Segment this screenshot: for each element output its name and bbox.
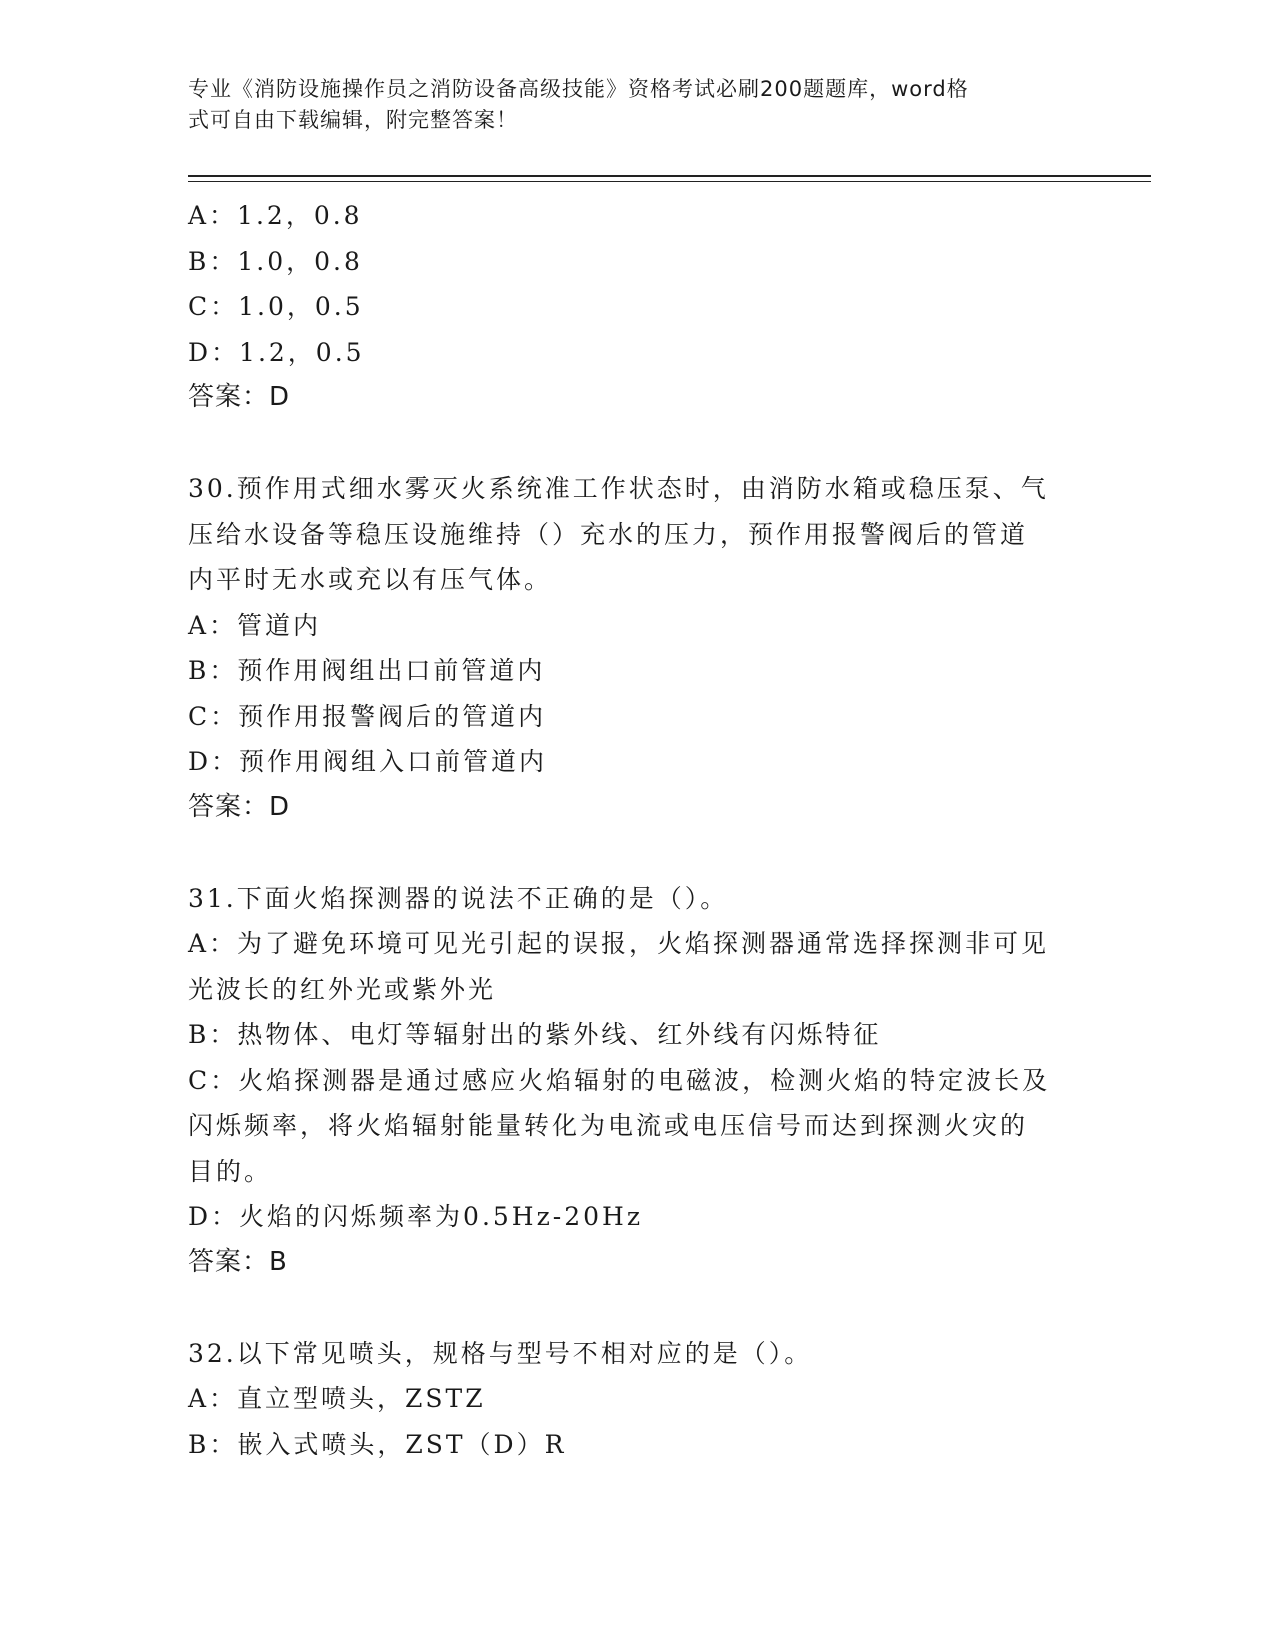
- question-list: [188, 193, 1088, 1467]
- option-d: D：火焰的闪烁频率为0.5Hz-20Hz: [188, 1202, 644, 1231]
- header-line-1: 专业《消防设施操作员之消防设备高级技能》资格考试必刷200题题库，word格: [188, 77, 969, 101]
- option-c: C：1.0，0.5: [188, 292, 364, 321]
- option-a: A：直立型喷头，ZSTZ: [188, 1384, 486, 1413]
- question-stem-line: 压给水设备等稳压设施维持（）充水的压力，预作用报警阀后的管道: [188, 519, 1029, 549]
- option-a: A：管道内: [188, 610, 322, 640]
- header-divider-thin: [188, 181, 1151, 182]
- option-c-line: 目的。: [188, 1156, 273, 1186]
- option-d: D：预作用阀组入口前管道内: [188, 747, 548, 776]
- question-stem-line: 内平时无水或充以有压气体。: [188, 565, 553, 594]
- header-divider-thick: [188, 175, 1151, 177]
- answer: 答案：D: [188, 382, 291, 412]
- answer: 答案：D: [188, 791, 291, 822]
- option-c-line: C：火焰探测器是通过感应火焰辐射的电磁波，检测火焰的特定波长及: [188, 1065, 1051, 1095]
- answer: 答案：B: [188, 1246, 288, 1277]
- document-header: [188, 74, 1068, 136]
- option-a-line: A：为了避免环境可见光引起的误报，火焰探测器通常选择探测非可见: [188, 929, 1050, 958]
- question-32: [188, 1331, 1088, 1468]
- spacer: [188, 1285, 1088, 1331]
- option-c-line: 闪烁频率，将火焰辐射能量转化为电流或电压信号而达到探测火灾的: [188, 1111, 1029, 1140]
- option-a: A：1.2，0.8: [188, 201, 363, 230]
- question-stem: 32.以下常见喷头，规格与型号不相对应的是（）。: [188, 1338, 813, 1368]
- option-b: B：预作用阀组出口前管道内: [188, 656, 546, 685]
- question-29: [188, 193, 1088, 421]
- option-d: D：1.2，0.5: [188, 337, 365, 367]
- spacer: [188, 830, 1088, 876]
- question-stem: 31.下面火焰探测器的说法不正确的是（）。: [188, 883, 729, 913]
- option-a-line: 光波长的红外光或紫外光: [188, 974, 497, 1004]
- spacer: [188, 421, 1088, 467]
- option-c: C：预作用报警阀后的管道内: [188, 701, 547, 731]
- question-30: [188, 466, 1088, 830]
- option-b: B：嵌入式喷头，ZST（D）R: [188, 1429, 567, 1459]
- question-31: [188, 876, 1088, 1286]
- header-line-2: 式可自由下载编辑，附完整答案！: [188, 108, 518, 132]
- option-b: B：热物体、电灯等辐射出的紫外线、红外线有闪烁特征: [188, 1020, 882, 1049]
- question-stem-line: 30.预作用式细水雾灭火系统准工作状态时，由消防水箱或稳压泵、气: [188, 474, 1049, 503]
- option-b: B：1.0，0.8: [188, 246, 363, 276]
